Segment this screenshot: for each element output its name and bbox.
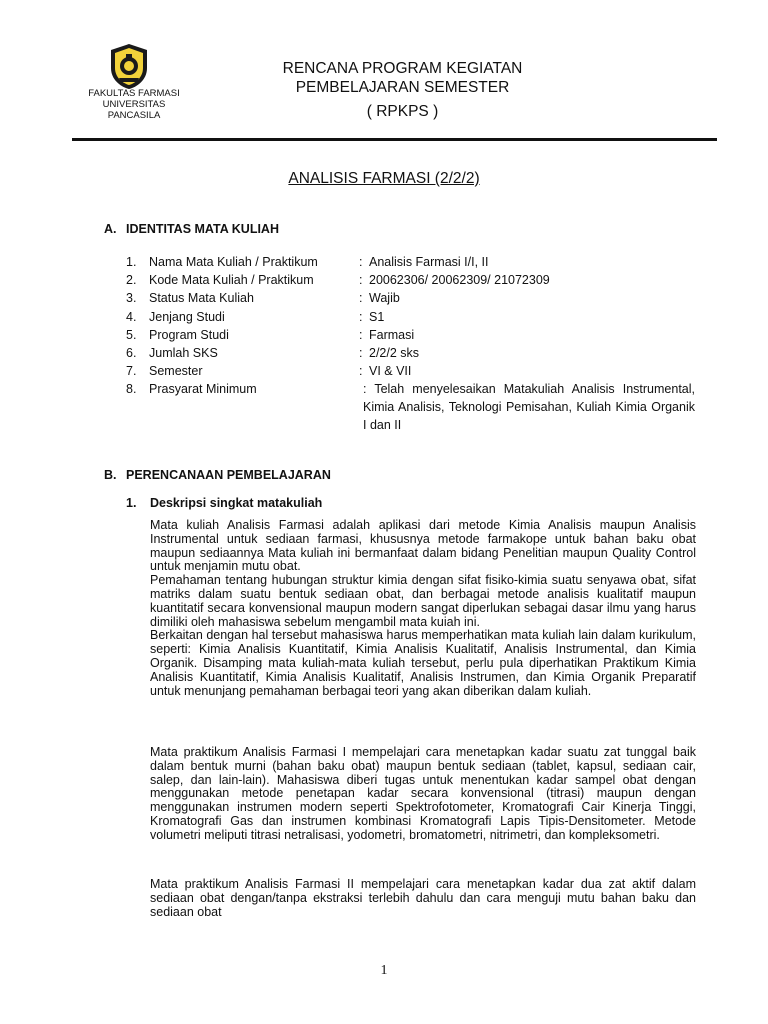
row-number: 1. — [126, 255, 137, 269]
row-number: 5. — [126, 328, 137, 342]
subsection-title: Deskripsi singkat matakuliah — [150, 496, 323, 510]
course-title: ANALISIS FARMASI (2/2/2) — [288, 170, 480, 187]
paragraph: Pemahaman tentang hubungan struktur kimia dengan sifat fisiko-kimia suatu senyawa obat, sifat matriks dalam suatu bentuk sediaan obat, dan berbagai metode analisis kualitatif maupun kuantitatif secara konvensional maupun modern sangat diperlukan sebagai dasar ilmu yang harus dimiliki oleh mahasiswa sebelum mengambil mata kuiah ini. — [150, 573, 696, 629]
row-value: Analisis Farmasi I/I, II — [369, 255, 489, 269]
identity-row — [126, 253, 706, 271]
row-label: Status Mata Kuliah — [149, 291, 254, 305]
row-number: 2. — [126, 273, 137, 287]
university-logo-icon — [107, 42, 151, 90]
row-value: Wajib — [369, 291, 400, 305]
subsection-heading — [126, 496, 322, 510]
page-number: 1 — [380, 963, 388, 978]
row-colon: : — [359, 273, 363, 287]
section-a-title: IDENTITAS MATA KULIAH — [126, 222, 279, 236]
row-value: VI & VII — [369, 364, 412, 378]
description-block-1 — [150, 519, 696, 698]
section-a-letter: A. — [104, 222, 117, 236]
row-value: 2/2/2 sks — [369, 346, 420, 360]
row-number: 4. — [126, 310, 137, 324]
row-colon: : — [359, 291, 363, 305]
identity-row — [126, 271, 706, 289]
row-colon: : — [359, 346, 363, 360]
row-colon: : — [359, 255, 363, 269]
identity-row — [126, 289, 706, 307]
paragraph: Mata praktikum Analisis Farmasi II mempelajari cara menetapkan kadar dua zat aktif dalam sediaan obat dengan/tanpa ekstraksi terlebih dahulu dan cara menguji mutu bahan baku dan sediaan obat — [150, 877, 696, 919]
row-colon: : — [359, 328, 363, 342]
header-divider — [72, 138, 717, 141]
row-label: Program Studi — [149, 328, 229, 342]
prasyarat-value: : Telah menyelesaikan Matakuliah Analisis Instrumental, Kimia Analisis, Teknologi Pemisahan, Kuliah Kimia Organik I dan II — [363, 382, 695, 432]
document-title-line-3: ( RPKPS ) — [366, 103, 439, 120]
paragraph: Berkaitan dengan hal tersebut mahasiswa harus memperhatikan mata kuliah lain dalam kurikulum, seperti: Kimia Analisis Kuantitatif, Kimia Analisis Kualitatif, Analisis Instrumental, dan Kimia Organik. Disamping mata kuliah-mata kuliah tersebut, perlu pula diperhatikan Praktikum Kimia Analisis Kuantitatif, Kimia Analisis Kualitatif, Analisis Instrumen, dan Kimia Organik Preparatif untuk menunjang pemahaman berbagai teori yang akan diberikan dalam kuliah. — [150, 628, 696, 698]
subsection-number: 1. — [126, 496, 137, 510]
faculty-name: FAKULTAS FARMASI — [88, 88, 180, 99]
row-number: 3. — [126, 291, 137, 305]
row-label: Kode Mata Kuliah / Praktikum — [149, 273, 314, 287]
identity-row — [126, 344, 706, 362]
document-title-line-1: RENCANA PROGRAM KEGIATAN — [282, 60, 523, 77]
row-colon: : — [359, 310, 363, 324]
row-number: 6. — [126, 346, 137, 360]
row-number: 7. — [126, 364, 137, 378]
row-value: Farmasi — [369, 328, 415, 342]
row-label: Prasyarat Minimum — [149, 382, 257, 396]
row-label: Jenjang Studi — [149, 310, 225, 324]
identity-row — [126, 326, 706, 344]
institution-name — [78, 88, 190, 121]
document-title-line-2: PEMBELAJARAN SEMESTER — [295, 79, 510, 96]
row-number: 8. — [126, 382, 137, 396]
identity-row — [126, 308, 706, 326]
row-label: Jumlah SKS — [149, 346, 218, 360]
section-a-heading — [104, 222, 279, 236]
row-label: Nama Mata Kuliah / Praktikum — [149, 255, 318, 269]
row-colon: : — [359, 364, 363, 378]
section-b-letter: B. — [104, 468, 117, 482]
row-label: Semester — [149, 364, 203, 378]
university-name: UNIVERSITAS PANCASILA — [102, 99, 166, 121]
identity-row — [126, 362, 706, 380]
paragraph: Mata praktikum Analisis Farmasi I mempelajari cara menetapkan kadar suatu zat tunggal baik dalam bentuk murni (bahan baku obat) maupun bentuk sediaan (tablet, kapsul, sediaan cair, salep, dan lain-lain). Mahasiswa diberi tugas untuk menentukan kadar sampel obat dengan menggunakan metode penetapan kadar secara konvensional (titrasi) maupun dengan menggunakan instrumen modern seperti Spektrofotometer, Kromatografi Cair Kinerja Tinggi, Kromatografi Gas dan instrumen kombinasi Kromatografi Lapis Tipis-Densitometer. Metode volumetri meliputi titrasi netralisasi, yodometri, bromatometri, nitrimetri, dan kompleksometri. — [150, 745, 696, 842]
paragraph: Mata kuliah Analisis Farmasi adalah aplikasi dari metode Kimia Analisis maupun Analisis Instrumental untuk sediaan farmasi, khususnya metode farmakope untuk bahan baku obat maupun sediaannya Mata kuliah ini bermanfaat dalam bidang Penelitian maupun Quality Control untuk menjamin mutu obat. — [150, 518, 696, 574]
section-b-title: PERENCANAAN PEMBELAJARAN — [126, 468, 331, 482]
row-value: S1 — [369, 310, 385, 324]
row-value: 20062306/ 20062309/ 21072309 — [369, 273, 550, 287]
section-b-heading — [104, 468, 331, 482]
